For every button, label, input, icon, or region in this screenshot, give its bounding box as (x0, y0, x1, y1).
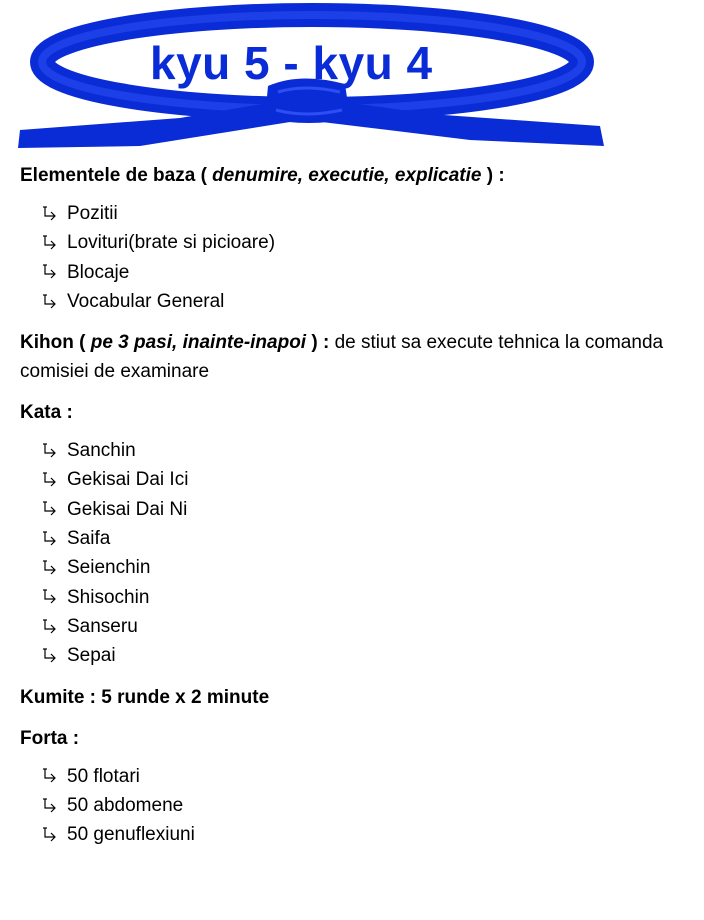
section-heading-kihon: Kihon ( pe 3 pasi, inainte-inapoi ) : de stiut sa execute tehnica la comanda comisiei de examinare (20, 332, 664, 383)
list-elemente (20, 199, 690, 316)
arrow-down-right-icon (42, 647, 61, 665)
arrow-down-right-icon (42, 234, 61, 252)
arrow-down-right-icon (42, 588, 61, 606)
list-item: Sanchin (42, 436, 690, 465)
arrow-down-right-icon (42, 442, 61, 460)
section-heading-elemente: Elementele de baza ( denumire, executie, explicatie ) : (20, 165, 505, 186)
section-heading-kata: Kata : (20, 402, 73, 424)
arrow-down-right-icon (42, 293, 61, 311)
list-forta (20, 762, 690, 850)
list-item: Lovituri(brate si picioare) (42, 228, 690, 257)
list-item: Sanseru (42, 612, 690, 641)
arrow-down-right-icon (42, 530, 61, 548)
page-title: kyu 5 - kyu 4 (150, 37, 433, 89)
list-item: Gekisai Dai Ici (42, 465, 690, 494)
arrow-down-right-icon (42, 500, 61, 518)
list-item: Seienchin (42, 553, 690, 582)
section-heading-kumite: Kumite : 5 runde x 2 minute (20, 686, 270, 708)
section-heading-forta: Forta : (20, 727, 80, 749)
list-item: Gekisai Dai Ni (42, 495, 690, 524)
list-item: 50 flotari (42, 762, 690, 791)
arrow-down-right-icon (42, 767, 61, 785)
list-item: 50 abdomene (42, 791, 690, 820)
list-item: 50 genuflexiuni (42, 820, 690, 849)
list-item: Sepai (42, 641, 690, 670)
arrow-down-right-icon (42, 205, 61, 223)
arrow-down-right-icon (42, 797, 61, 815)
list-item: Blocaje (42, 258, 690, 287)
arrow-down-right-icon (42, 471, 61, 489)
arrow-down-right-icon (42, 826, 61, 844)
list-item: Saifa (42, 524, 690, 553)
arrow-down-right-icon (42, 263, 61, 281)
list-item: Vocabular General (42, 287, 690, 316)
header-banner (0, 0, 704, 155)
list-item: Pozitii (42, 199, 690, 228)
list-kata (20, 436, 690, 670)
exam-requirements (20, 161, 690, 849)
arrow-down-right-icon (42, 618, 61, 636)
list-item: Shisochin (42, 583, 690, 612)
arrow-down-right-icon (42, 559, 61, 577)
